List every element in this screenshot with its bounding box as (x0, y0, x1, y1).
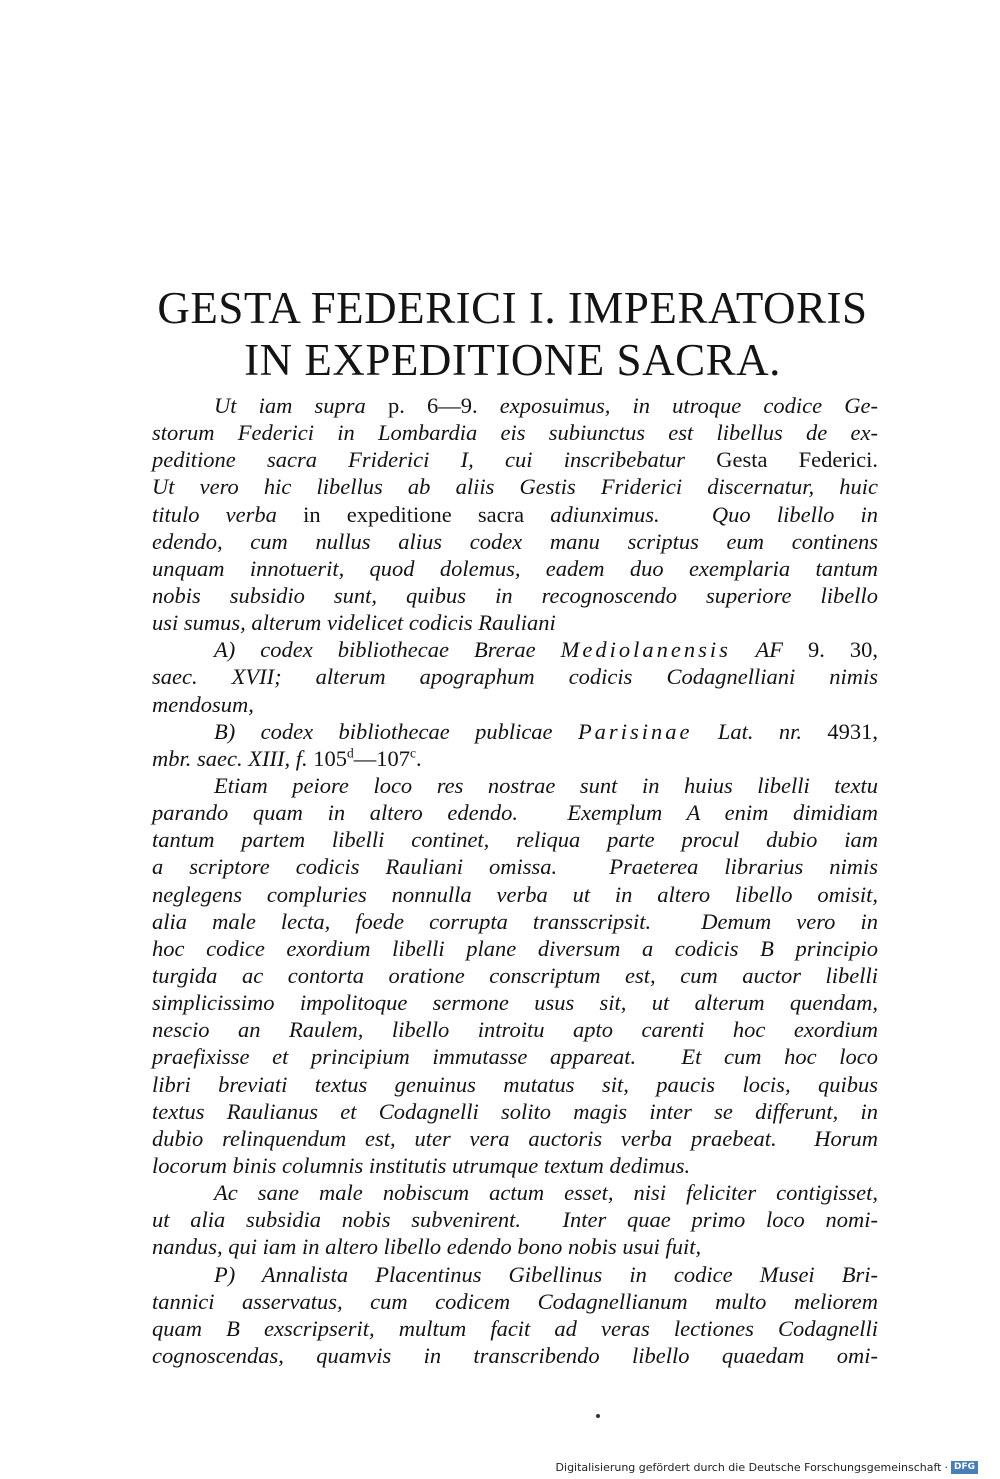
page-title-line-1: GESTA FEDERICI I. IMPERATORIS (157, 283, 868, 333)
text-run: simplicissimo impolitoque sermone usus sit, ut alterum quendam, (152, 990, 878, 1016)
text-line (152, 1016, 878, 1043)
text-run: unquam innotuerit, quod dolemus, eadem duo exemplaria tantum (152, 555, 878, 581)
text-line (152, 528, 878, 555)
text-run: a scriptore codicis Rauliani omissa. Praeterea librarius nimis (152, 854, 878, 880)
text-run: 4931, (827, 718, 878, 744)
text-line (152, 1261, 878, 1288)
text-run: Mediolanensis (560, 637, 731, 663)
text-run: parando quam in altero edendo. Exemplum A enim dimidiam (152, 800, 878, 826)
text-run: hoc codice exordium libelli plane diversum a codicis B principio (152, 935, 878, 961)
text-run: B) codex bibliothecae publicae (214, 718, 578, 744)
text-line (152, 609, 878, 636)
text-run: exposuimus, in utroque codice Ge- (477, 393, 878, 418)
text-line (152, 799, 878, 826)
text-line (152, 1342, 878, 1369)
text-line (152, 1233, 878, 1260)
text-run: —107 (353, 745, 410, 771)
text-run: Gesta Federici. (716, 447, 879, 473)
text-line (152, 935, 878, 962)
text-run: A) codex bibliothecae Brerae (214, 637, 561, 663)
text-run: nandus, qui iam in altero libello edendo bono nobis usui fuit, (152, 1234, 702, 1260)
text-run: mbr. saec. XIII, f. (152, 745, 314, 771)
text-run: . (415, 745, 422, 771)
text-line (152, 1179, 878, 1206)
body-text (152, 392, 878, 1369)
superscript: c (409, 745, 416, 761)
text-run: in expeditione sacra (303, 501, 525, 527)
text-run: tantum partem libelli continet, reliqua parte procul dubio iam (152, 827, 878, 853)
text-run: tannici asservatus, cum codicem Codagnellianum multo meliorem (152, 1288, 878, 1314)
text-run: Ut vero hic libellus ab aliis Gestis Friderici discernatur, huic (152, 474, 878, 500)
text-line (152, 1288, 878, 1315)
text-run: praefixisse et principium immutasse appareat. Et cum hoc loco (152, 1044, 878, 1070)
text-run: nescio an Raulem, libello introitu apto carenti hoc exordium (152, 1017, 878, 1043)
text-run: peditione sacra Friderici I, cui inscribebatur (152, 447, 717, 473)
text-line (152, 881, 878, 908)
text-line (152, 555, 878, 582)
text-run: libri breviati textus genuinus mutatus sit, paucis locis, quibus (152, 1071, 878, 1097)
text-run: quam B exscripserit, multum facit ad veras lectiones Codagnelli (152, 1315, 878, 1341)
text-run: Ac sane male nobiscum actum esset, nisi feliciter contigisset, (214, 1180, 878, 1206)
text-line (152, 853, 878, 880)
text-run: textus Raulianus et Codagnelli solito magis inter se differunt, in (152, 1098, 878, 1124)
text-run: 105 (313, 745, 347, 771)
text-run: AF (730, 637, 808, 663)
text-line (152, 501, 878, 528)
dfg-logo: DFG (951, 1461, 978, 1474)
text-line (152, 1043, 878, 1070)
text-run: nobis subsidio sunt, quibus in recognoscendo superiore libello (152, 582, 878, 608)
text-line (152, 962, 878, 989)
text-line (152, 989, 878, 1016)
text-line (152, 1125, 878, 1152)
text-line (152, 419, 878, 446)
text-line (152, 718, 878, 745)
text-run: P) Annalista Placentinus Gibellinus in codice Musei Bri- (214, 1261, 878, 1287)
text-run: p. 6—9. (387, 393, 478, 418)
text-run: saec. XVII; alterum apographum codicis Codagnelliani nimis (152, 664, 878, 690)
text-run: titulo verba (152, 501, 304, 527)
footer-separator: · (944, 1461, 948, 1474)
text-run: cognoscendas, quamvis in transcribendo libello quaedam omi- (152, 1342, 878, 1368)
text-line (152, 1098, 878, 1125)
text-run: 9. 30, (807, 637, 878, 663)
page-mark (596, 1414, 600, 1418)
text-line (152, 826, 878, 853)
text-run: turgida ac contorta oratione conscriptum est, cum auctor libelli (152, 962, 878, 988)
text-line (152, 392, 878, 419)
text-run: adiunximus. Quo libello in (524, 501, 878, 527)
text-line (152, 1315, 878, 1342)
text-line (152, 772, 878, 799)
text-line (152, 908, 878, 935)
text-run: Etiam peiore loco res nostrae sunt in huius libelli textu (214, 772, 878, 798)
text-line (152, 663, 878, 690)
page-title-line-2: IN EXPEDITIONE SACRA. (244, 335, 781, 385)
text-line (152, 1206, 878, 1233)
text-run: neglegens compluries nonnulla verba ut in altero libello omisit, (152, 881, 878, 907)
text-line (152, 1071, 878, 1098)
digitization-footer (556, 1461, 978, 1474)
text-line (152, 446, 878, 473)
text-run: mendosum, (152, 691, 254, 717)
text-line (152, 745, 878, 772)
text-line (152, 473, 878, 500)
text-run: usi sumus, alterum videlicet codicis Rauliani (152, 610, 556, 636)
superscript: d (346, 745, 354, 761)
text-line (152, 636, 878, 663)
text-run: alia male lecta, foede corrupta transscripsit. Demum vero in (152, 908, 878, 934)
footer-text: Digitalisierung gefördert durch die Deutsche Forschungsgemeinschaft (555, 1461, 942, 1474)
text-run: ut alia subsidia nobis subvenirent. Inter quae primo loco nomi- (152, 1207, 878, 1233)
text-run: Ut iam supra (214, 393, 388, 418)
text-line (152, 582, 878, 609)
text-run: dubio relinquendum est, uter vera auctoris verba praebeat. Horum (152, 1125, 878, 1151)
text-run: Lat. nr. (692, 718, 828, 744)
text-run: edendo, cum nullus alius codex manu scriptus eum continens (152, 528, 878, 554)
text-run: Parisinae (577, 718, 693, 744)
text-run: storum Federici in Lombardia eis subiunctus est libellus de ex- (152, 420, 878, 446)
text-run: locorum binis columnis institutis utrumque textum dedimus. (152, 1152, 691, 1178)
text-line (152, 691, 878, 718)
text-line (152, 1152, 878, 1179)
